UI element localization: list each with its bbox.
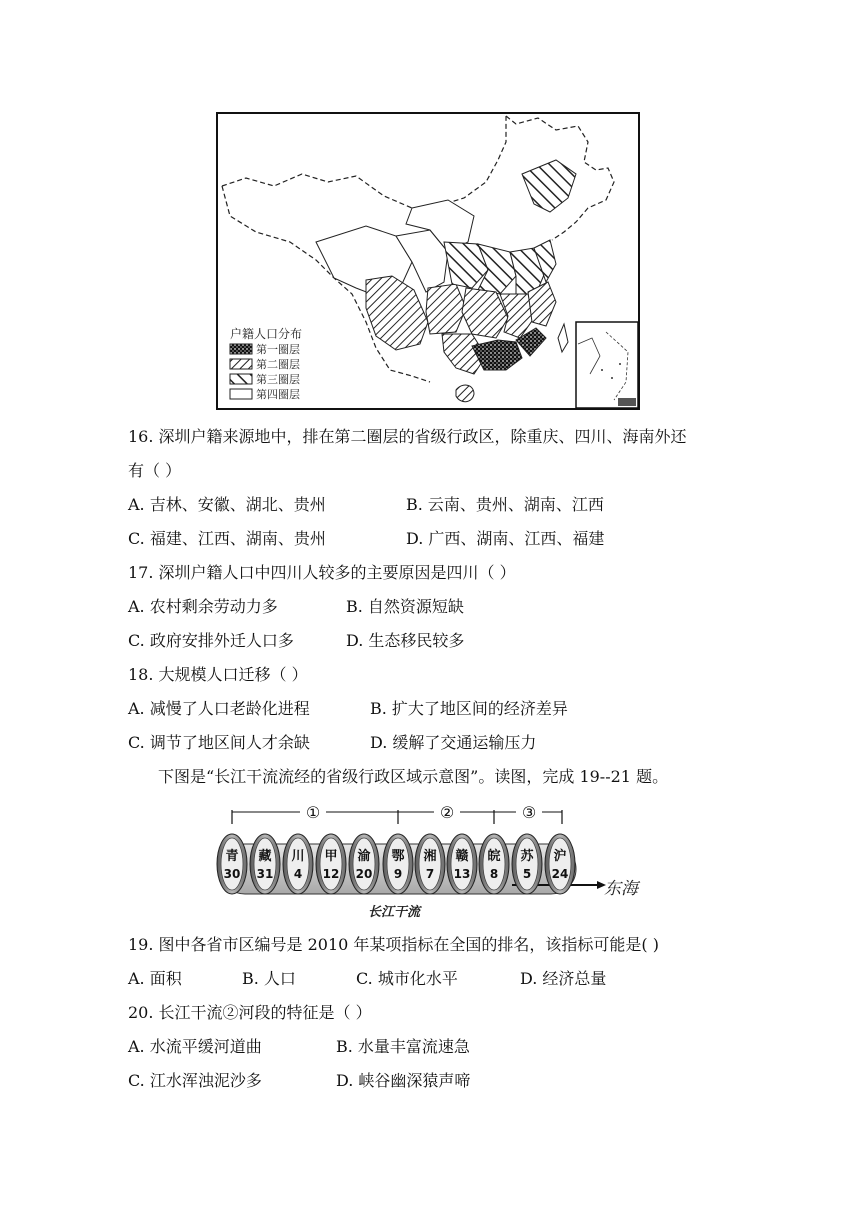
province-name-jia: 甲 — [324, 849, 338, 864]
q20-option-a[interactable]: A. 水流平缓河道曲 — [128, 1037, 262, 1056]
q17-option-d[interactable]: D. 生态移民较多 — [346, 631, 465, 650]
q16-option-d[interactable]: D. 广西、湖南、江西、福建 — [406, 529, 605, 548]
china-map — [216, 112, 640, 410]
legend-label-3: 第三圈层 — [256, 373, 300, 386]
question-20-stem: 20. 长江干流②河段的特征是（ ） — [128, 1003, 372, 1022]
province-rank-su: 5 — [522, 867, 532, 881]
q16-option-b[interactable]: B. 云南、贵州、湖南、江西 — [406, 495, 604, 514]
province-rank-e: 9 — [393, 867, 403, 881]
province-oval-e — [383, 834, 413, 894]
population-map-figure — [216, 112, 640, 410]
province-rank-hu: 24 — [551, 867, 569, 881]
province-name-wan: 皖 — [487, 849, 501, 864]
sea-label: 东海 — [604, 879, 638, 899]
q17-option-a[interactable]: A. 农村剩余劳动力多 — [128, 597, 278, 616]
river-figure-intro: 下图是“长江干流流经的省级行政区域示意图”。读图，完成 19--21 题。 — [158, 767, 669, 786]
province-rank-zang: 31 — [256, 867, 274, 881]
legend-label-4: 第四圈层 — [256, 388, 300, 401]
legend-swatch-1 — [230, 344, 252, 354]
province-name-hu: 沪 — [553, 849, 567, 864]
legend-swatch-2 — [230, 359, 252, 369]
segment-label-2: ② — [439, 803, 455, 822]
province-rank-wan: 8 — [489, 867, 499, 881]
province-rank-chuan: 4 — [293, 867, 303, 881]
map-legend-title: 户籍人口分布 — [230, 327, 303, 341]
province-rank-yu: 20 — [355, 867, 373, 881]
legend-label-2: 第二圈层 — [256, 358, 300, 371]
q20-option-c[interactable]: C. 江水浑浊泥沙多 — [128, 1071, 262, 1090]
q20-option-b[interactable]: B. 水量丰富流速急 — [336, 1037, 470, 1056]
q16-option-a[interactable]: A. 吉林、安徽、湖北、贵州 — [128, 495, 326, 514]
q19-option-b[interactable]: B. 人口 — [242, 969, 296, 988]
legend-label-1: 第一圈层 — [256, 343, 300, 356]
q19-option-c[interactable]: C. 城市化水平 — [356, 969, 458, 988]
province-name-qing: 青 — [225, 849, 239, 864]
province-name-zang: 藏 — [258, 849, 272, 864]
province-name-xiang: 湘 — [423, 849, 437, 864]
question-16-stem-cont: 有（ ） — [128, 461, 182, 480]
q20-option-d[interactable]: D. 峡谷幽深猿声啼 — [336, 1071, 471, 1090]
province-name-e: 鄂 — [391, 849, 405, 864]
province-oval-yu — [349, 834, 379, 894]
yangtze-provinces-diagram — [212, 798, 668, 922]
province-rank-gan: 13 — [453, 867, 471, 881]
province-oval-wan — [479, 834, 509, 894]
q19-option-d[interactable]: D. 经济总量 — [520, 969, 607, 988]
legend-swatch-4 — [230, 389, 252, 399]
q17-option-b[interactable]: B. 自然资源短缺 — [346, 597, 464, 616]
q16-option-c[interactable]: C. 福建、江西、湖南、贵州 — [128, 529, 326, 548]
question-16-stem: 16. 深圳户籍来源地中，排在第二圈层的省级行政区，除重庆、四川、海南外还 — [128, 427, 687, 446]
q18-option-d[interactable]: D. 缓解了交通运输压力 — [370, 733, 537, 752]
province-oval-gan — [447, 834, 477, 894]
question-17-stem: 17. 深圳户籍人口中四川人较多的主要原因是四川（ ） — [128, 563, 516, 582]
province-name-chuan: 川 — [291, 849, 305, 864]
province-rank-xiang: 7 — [425, 867, 435, 881]
province-oval-qing — [217, 834, 247, 894]
river-label: 长江干流 — [368, 905, 421, 920]
yangtze-provinces-figure — [212, 798, 668, 922]
province-oval-hu — [545, 834, 575, 894]
q17-option-c[interactable]: C. 政府安排外迁人口多 — [128, 631, 294, 650]
q18-option-b[interactable]: B. 扩大了地区间的经济差异 — [370, 699, 568, 718]
province-name-gan: 赣 — [455, 849, 469, 864]
province-oval-xiang — [415, 834, 445, 894]
question-19-stem: 19. 图中各省市区编号是 2010 年某项指标在全国的排名，该指标可能是( ) — [128, 935, 659, 954]
segment-label-3: ③ — [521, 803, 537, 822]
province-oval-chuan — [283, 834, 313, 894]
question-18-stem: 18. 大规模人口迁移（ ） — [128, 665, 308, 684]
q18-option-c[interactable]: C. 调节了地区间人才余缺 — [128, 733, 310, 752]
province-oval-jia — [316, 834, 346, 894]
q18-option-a[interactable]: A. 减慢了人口老龄化进程 — [128, 699, 310, 718]
legend-swatch-3 — [230, 374, 252, 384]
q19-option-a[interactable]: A. 面积 — [128, 969, 182, 988]
province-name-su: 苏 — [520, 849, 534, 864]
province-oval-zang — [250, 834, 280, 894]
segment-label-1: ① — [305, 803, 321, 822]
south-china-sea-inset — [576, 322, 638, 408]
province-name-yu: 渝 — [357, 849, 371, 864]
province-oval-su — [512, 834, 542, 894]
province-rank-jia: 12 — [322, 867, 340, 881]
province-rank-qing: 30 — [223, 867, 241, 881]
